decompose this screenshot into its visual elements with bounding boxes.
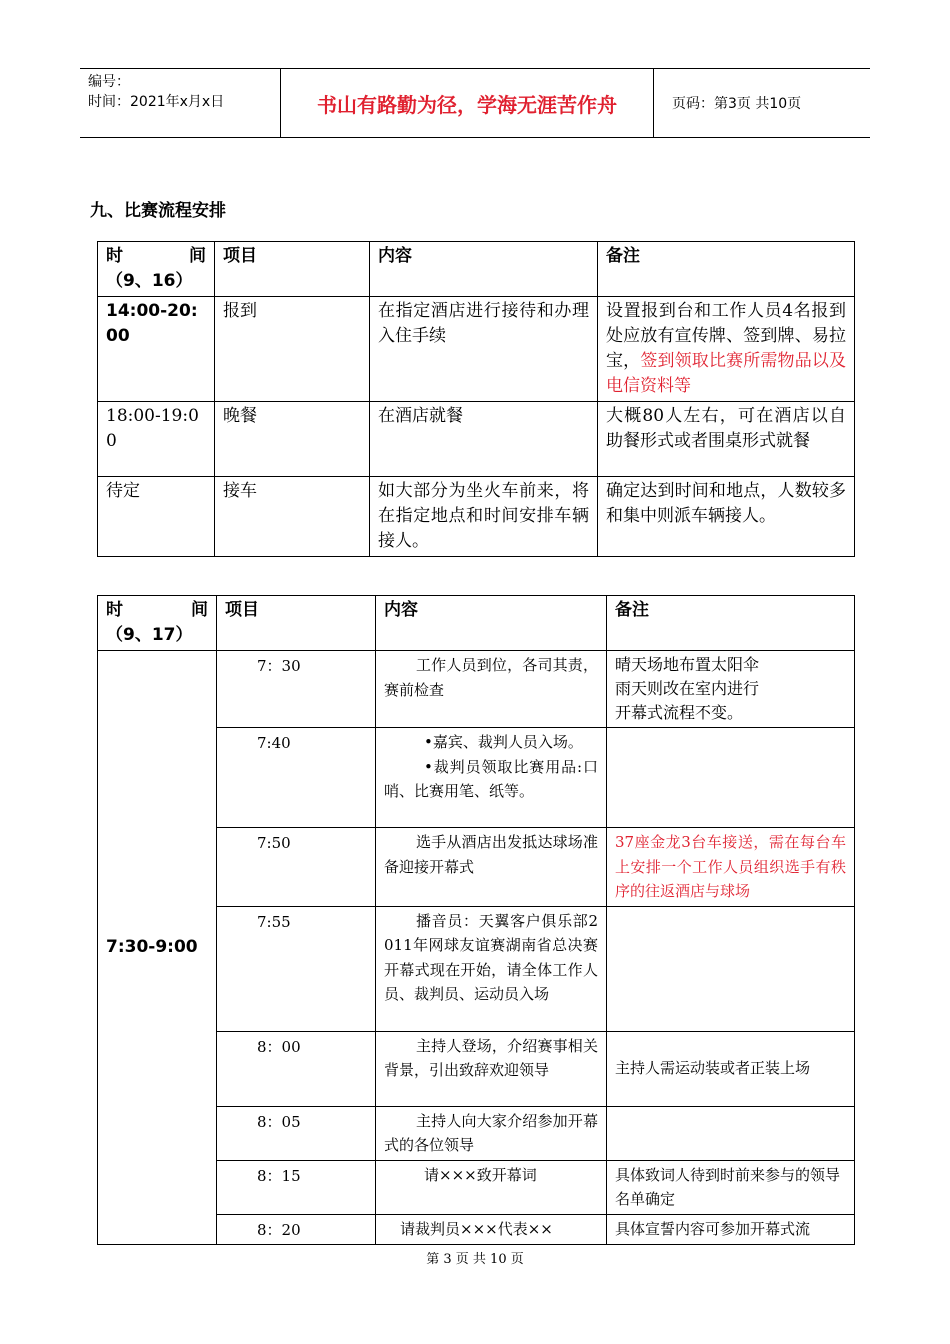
bullet-item: •裁判员领取比赛用品:口哨、比赛用笔、纸等。 (384, 757, 598, 800)
header-page-info-text: 页码：第3页 共10页 (672, 96, 802, 112)
row-content: 如大部分为坐火车前来，将在指定地点和时间安排车辆接人。 (370, 477, 598, 557)
header-content: 内容 (376, 596, 607, 651)
row-content: 请×××致开幕词 (376, 1160, 607, 1214)
row-time: 8：15 (217, 1160, 376, 1214)
row-content: 播音员：天翼客户俱乐部2011年网球友谊赛湖南省总决赛开幕式现在开始，请全体工作人员、裁判员、运动员入场 (376, 906, 607, 1031)
row-content (376, 728, 607, 828)
header-meta (80, 69, 281, 137)
row-item: 晚餐 (215, 402, 370, 477)
row-time: 7:40 (217, 728, 376, 828)
row-note: 确定达到时间和地点，人数较多和集中则派车辆接人。 (598, 477, 855, 557)
row-content: 在酒店就餐 (370, 402, 598, 477)
table-row (98, 297, 855, 402)
table-row (98, 651, 855, 728)
row-content: 工作人员到位，各司其责，赛前检查 (376, 651, 607, 728)
header-page-info (664, 69, 870, 137)
row-time: 待定 (98, 477, 215, 557)
row-time: 8：20 (217, 1214, 376, 1245)
section-title: 九、比赛流程安排 (90, 201, 226, 221)
header-item: 项目 (215, 242, 370, 297)
schedule-table-day1 (97, 241, 855, 557)
header-number-label: 编号： (88, 74, 130, 90)
row-item: 报到 (215, 297, 370, 402)
row-time: 7:55 (217, 906, 376, 1031)
row-item: 接车 (215, 477, 370, 557)
row-time: 7：30 (217, 651, 376, 728)
row-content: 主持人登场，介绍赛事相关背景，引出致辞欢迎领导 (376, 1031, 607, 1106)
row-note: 大概80人左右，可在酒店以自助餐形式或者围桌形式就餐 (598, 402, 855, 477)
row-note: 设置报到台和工作人员4名报到处应放有宣传牌、签到牌、易拉宝，签到领取比赛所需物品以及电信资料等 (598, 297, 855, 402)
time-range: 7:30-9:00 (98, 651, 217, 1245)
row-content: 选手从酒店出发抵达球场准备迎接开幕式 (376, 828, 607, 907)
header-content: 内容 (370, 242, 598, 297)
row-content: 主持人向大家介绍参加开幕式的各位领导 (376, 1106, 607, 1160)
header-motto: 书山有路勤为径，学海无涯苦作舟 (281, 69, 654, 137)
row-note: 具体致词人待到时前来参与的领导名单确定 (607, 1160, 855, 1214)
header-item: 项目 (217, 596, 376, 651)
table-row (98, 402, 855, 477)
row-note: 主持人需运动装或者正装上场 (607, 1031, 855, 1106)
page-header (80, 68, 870, 138)
row-note: 具体宣誓内容可参加开幕式流 (607, 1214, 855, 1245)
row-time: 7:50 (217, 828, 376, 907)
header-note: 备注 (598, 242, 855, 297)
row-note (607, 906, 855, 1031)
header-note: 备注 (607, 596, 855, 651)
header-time: 时 间 （9、16） (98, 242, 215, 297)
header-time: 时 间 （9、17） (98, 596, 217, 651)
row-time: 18:00-19:00 (98, 402, 215, 477)
row-note: 晴天场地布置太阳伞 雨天则改在室内进行 开幕式流程不变。 (607, 651, 855, 728)
table-header-row (98, 596, 855, 651)
row-content: 请裁判员×××代表×× (376, 1214, 607, 1245)
row-time: 14:00-20:00 (98, 297, 215, 402)
row-content: 在指定酒店进行接待和办理入住手续 (370, 297, 598, 402)
row-note-highlight: 签到领取比赛所需物品以及电信资料等 (606, 351, 847, 396)
row-note (607, 1106, 855, 1160)
row-note-highlight: 37座金龙3台车接送，需在每台车上安排一个工作人员组织选手有秩序的往返酒店与球场 (607, 828, 855, 907)
schedule-table-day2 (97, 595, 855, 1245)
header-date: 时间：2021年x月x日 (88, 94, 225, 110)
table-row (98, 477, 855, 557)
bullet-item: •嘉宾、裁判人员入场。 (424, 733, 583, 751)
table-header-row (98, 242, 855, 297)
row-note (607, 728, 855, 828)
row-time: 8：05 (217, 1106, 376, 1160)
row-time: 8：00 (217, 1031, 376, 1106)
page-footer: 第 3 页 共 10 页 (426, 1252, 524, 1267)
